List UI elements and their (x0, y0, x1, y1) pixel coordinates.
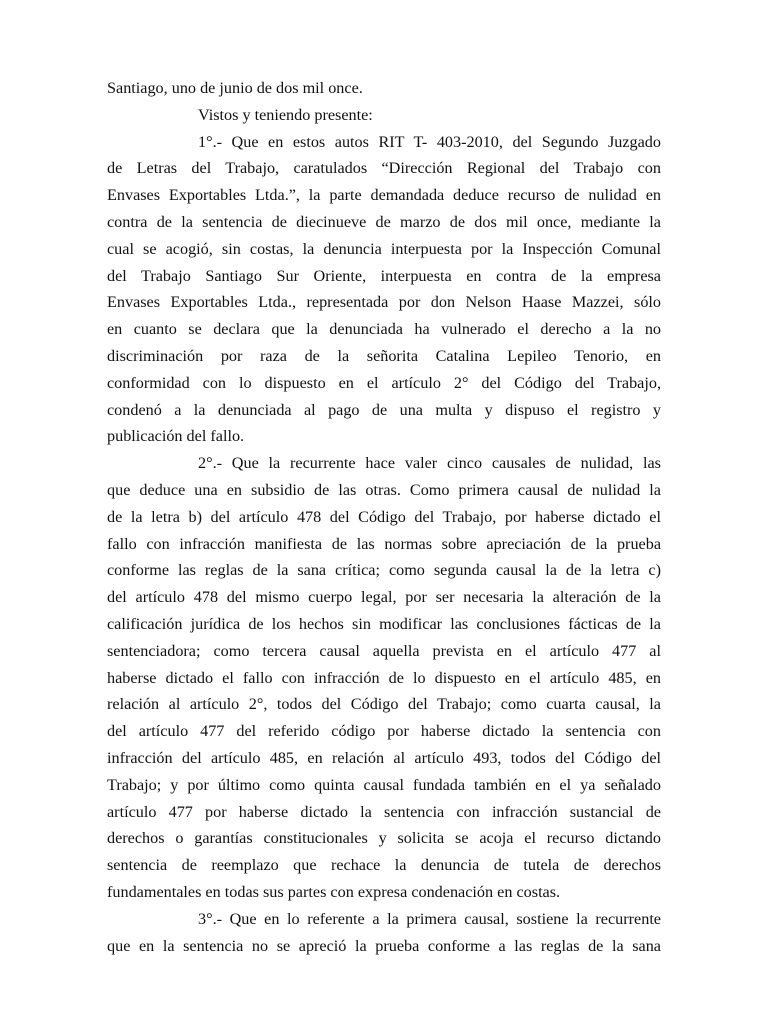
paragraph-2-line: del artículo 478 del mismo cuerpo legal, por ser necesaria la alteración de la (107, 588, 661, 607)
paragraph-1-line: del Trabajo Santiago Sur Oriente, interpuesta en contra de la empresa (107, 266, 661, 285)
paragraph-2-line: fallo con infracción manifiesta de las normas sobre apreciación de la prueba (107, 534, 661, 553)
document-body (107, 75, 661, 959)
paragraph-1-line: discriminación por raza de la señorita Catalina Lepileo Tenorio, en (107, 346, 661, 365)
paragraph-2-line: haberse dictado el fallo con infracción de lo dispuesto en el artículo 485, en (107, 668, 661, 687)
paragraph-2-line: conforme las reglas de la sana crítica; como segunda causal la de la letra c) (107, 561, 661, 580)
paragraph-2-line: artículo 477 por haberse dictado la sentencia con infracción sustancial de (107, 802, 661, 821)
vistos-heading: Vistos y teniendo presente: (198, 105, 373, 124)
paragraph-2-line: sentencia de reemplazo que rechace la denuncia de tutela de derechos (107, 856, 661, 875)
paragraph-2-line: derechos o garantías constitucionales y solicita se acoja el recurso dictando (107, 829, 661, 848)
paragraph-2-line: del artículo 477 del referido código por haberse dictado la sentencia con (107, 722, 661, 741)
paragraph-1-line: condenó a la denunciada al pago de una multa y dispuso el registro y (107, 400, 661, 419)
paragraph-1-line: Envases Exportables Ltda.”, la parte demandada deduce recurso de nulidad en (107, 186, 661, 205)
paragraph-3-line: que en la sentencia no se apreció la prueba conforme a las reglas de la sana (107, 936, 661, 955)
paragraph-2-line: relación al artículo 2°, todos del Código del Trabajo; como cuarta causal, la (107, 695, 661, 714)
paragraph-1-line: de Letras del Trabajo, caratulados “Dirección Regional del Trabajo con (107, 159, 661, 178)
paragraph-2-line: 2°.- Que la recurrente hace valer cinco causales de nulidad, las (198, 454, 661, 473)
paragraph-1-line: en cuanto se declara que la denunciada ha vulnerado el derecho a la no (107, 320, 661, 339)
paragraph-1-line: contra de la sentencia de diecinueve de marzo de dos mil once, mediante la (107, 212, 661, 231)
date-line: Santiago, uno de junio de dos mil once. (107, 79, 363, 97)
paragraph-2-line: que deduce una en subsidio de las otras. Como primera causal de nulidad la (107, 480, 661, 499)
paragraph-2-line: Trabajo; y por último como quinta causal fundada también en el ya señalado (107, 775, 661, 794)
paragraph-1-line: 1°.- Que en estos autos RIT T- 403-2010, del Segundo Juzgado (198, 132, 661, 151)
paragraph-3-line: 3°.- Que en lo referente a la primera causal, sostiene la recurrente (198, 909, 661, 928)
paragraph-2-line: de la letra b) del artículo 478 del Código del Trabajo, por haberse dictado el (107, 507, 661, 526)
paragraph-2-line: infracción del artículo 485, en relación al artículo 493, todos del Código del (107, 748, 661, 767)
paragraph-2-line: fundamentales en todas sus partes con expresa condenación en costas. (107, 882, 561, 901)
paragraph-1-line: Envases Exportables Ltda., representada por don Nelson Haase Mazzei, sólo (107, 293, 661, 312)
paragraph-2-line: sentenciadora; como tercera causal aquella prevista en el artículo 477 al (107, 641, 661, 660)
paragraph-1-line: conformidad con lo dispuesto en el artículo 2° del Código del Trabajo, (107, 373, 661, 392)
paragraph-2-line: calificación jurídica de los hechos sin modificar las conclusiones fácticas de la (107, 614, 661, 633)
paragraph-1-line: publicación del fallo. (107, 427, 245, 446)
paragraph-1-line: cual se acogió, sin costas, la denuncia interpuesta por la Inspección Comunal (107, 239, 661, 258)
